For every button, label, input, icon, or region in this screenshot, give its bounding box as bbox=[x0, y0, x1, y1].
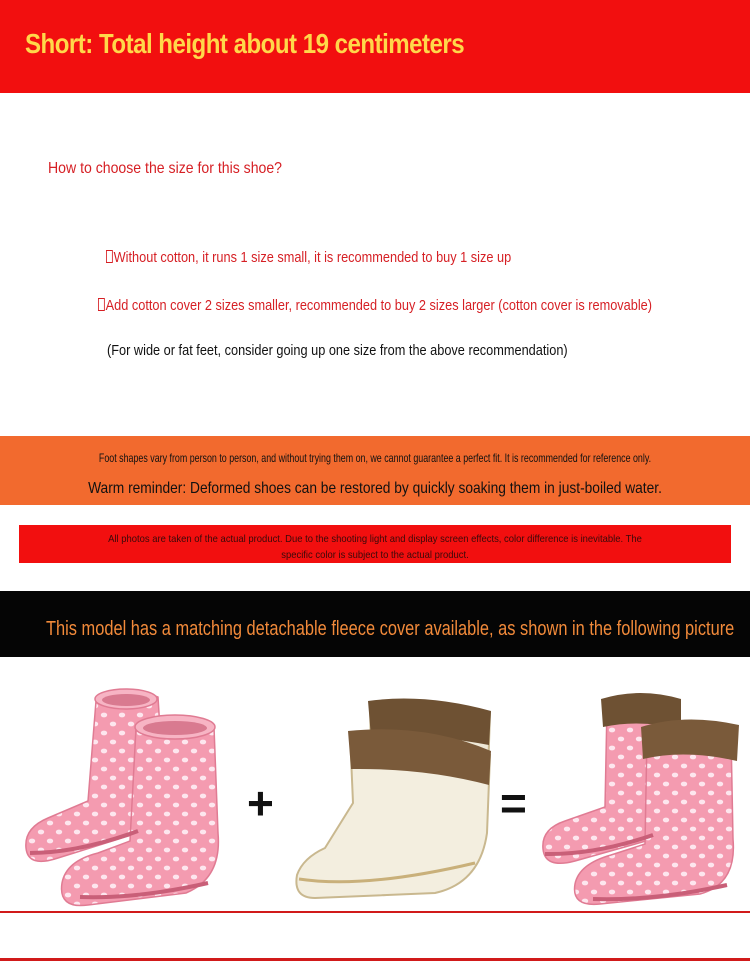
size-rule-text: Without cotton, it runs 1 size small, it is recommended to buy 1 size up bbox=[113, 249, 512, 266]
wide-feet-note: (For wide or fat feet, consider going up one size from the above recommendation) bbox=[107, 342, 568, 359]
divider-line bbox=[0, 911, 750, 913]
warm-reminder: Warm reminder: Deformed shoes can be restored by quickly soaking them in just-boiled water. bbox=[88, 480, 662, 497]
photo-notice-strip bbox=[19, 525, 731, 563]
photos-note: All photos are taken of the actual product. Due to the shooting light and display screen effects, color difference is inevitable. The specific color is subject to the actual product. bbox=[108, 533, 642, 561]
size-rule-with-cotton bbox=[98, 297, 652, 314]
fit-disclaimer: Foot shapes vary from person to person, and without trying them on, we cannot guarantee a perfect fit. It is recommended for reference only. bbox=[98, 451, 652, 465]
top-banner bbox=[0, 0, 750, 93]
fleece-section-title: This model has a matching detachable fleece cover available, as shown in the following picture bbox=[46, 618, 735, 640]
size-rule-without-cotton bbox=[106, 249, 511, 266]
fleece-liner-image bbox=[275, 693, 505, 903]
equals-sign: = bbox=[500, 777, 527, 829]
boots-with-fleece-image bbox=[535, 689, 745, 909]
bullet-icon bbox=[98, 298, 105, 311]
size-rule-text: Add cotton cover 2 sizes smaller, recommended to buy 2 sizes larger (cotton cover is removable) bbox=[105, 297, 653, 314]
banner-title: Short: Total height about 19 centimeters bbox=[25, 28, 465, 59]
divider-line bbox=[0, 958, 750, 961]
bullet-icon bbox=[106, 250, 113, 263]
notice-band bbox=[0, 436, 750, 505]
product-illustration-row bbox=[0, 665, 750, 910]
pink-rain-boots-image bbox=[18, 683, 233, 908]
fleece-section-header bbox=[0, 591, 750, 657]
plus-sign: + bbox=[247, 777, 274, 829]
size-question: How to choose the size for this shoe? bbox=[48, 160, 283, 177]
